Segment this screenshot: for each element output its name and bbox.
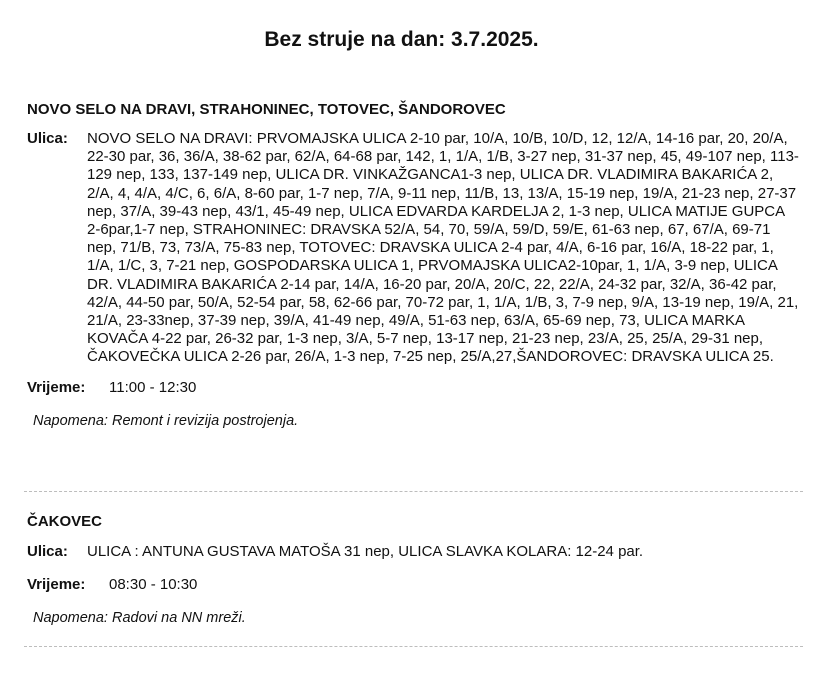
time-label: Vrijeme: [27,576,86,594]
outage-section-cakovec [27,512,803,627]
outage-section-novo-selo [27,100,803,430]
street-list: ULICA : ANTUNA GUSTAVA MATOŠA 31 nep, ULICA SLAVKA KOLARA: 12-24 par. [87,543,644,560]
section-title: ČAKOVEC [27,513,103,530]
time-value: 11:00 - 12:30 [109,378,197,396]
street-label: Ulica: [27,130,68,147]
time-label: Vrijeme: [27,378,86,396]
street-label: Ulica: [27,543,68,560]
section-divider [24,491,803,492]
time-value: 08:30 - 10:30 [109,576,198,594]
street-list: NOVO SELO NA DRAVI: PRVOMAJSKA ULICA 2-10 par, 10/A, 10/B, 10/D, 12, 12/A, 14-16 par, 20, 20/A, 22-30 par, 36, 36/A, 38-62 par, 62/A, 64-68 par, 142, 1, 1/A, 1/B, 3-27 nep, 31-37 nep, 45, 49-107 nep, 113-129 nep, 133, 137-149 nep, ULICA DR. VINKAŽGANCA1-3 nep, ULICA DR. VLADIMIRA BAKARIĆA 2, 2/A, 4, 4/A, 4/C, 6, 6/A, 8-60 par, 1-7 nep, 7/A, 9-11 nep, 11/B, 13, 13/A, 15-19 nep, 19/A, 21-23 nep, 27-37 nep, 37/A, 39-43 nep, 43/1, 45-49 nep, ULICA EDVARDA KARDELJA 2, 1-3 nep, ULICA MATIJE GUPCA 2-6par,1-7 nep, STRAHONINEC: DRAVSKA 52/A, 54, 70, 59/A, 59/D, 59/E, 61-63 nep, 67, 67/A, 69-71 nep, 71/B, 73, 73/A, 75-83 nep, TOTOVEC: DRAVSKA ULICA 2-4 par, 4/A, 6-16 par, 16/A, 18-22 par, 1, 1/A, 1/C, 3, 7-21 nep, GOSPODARSKA ULICA 1, PRVOMAJSKA ULICA2-10par, 1, 1/A, 3-9 nep, ULICA DR. VLADIMIRA BAKARIĆA 2-14 par, 14/A, 16-20 par, 20/A, 20/C, 22, 22/A, 24-32 par, 32/A, 36-42 par, 42/A, 44-50 par, 50/A, 52-54 par, 58, 62-66 par, 70-72 par, 1, 1/A, 1/B, 3, 7-9 nep, 9/A, 13-19 nep, 19/A, 21, 21/A, 23-33nep, 37-39 nep, 39/A, 41-49 nep, 49/A, 51-63 nep, 63/A, 65-69 nep, 73, ULICA MARKA KOVAČA 4-22 par, 26-32 par, 1-3 nep, 3/A, 5-7 nep, 13-17 nep, 21-23 nep, 23/A, 25, 25/A, 29-31 nep, ČAKOVEČKA ULICA 2-26 par, 26/A, 1-3 nep, 7-25 nep, 25/A,27,ŠANDOROVEC: DRAVSKA ULICA 25. [87,130,799,366]
street-row [27,543,803,561]
time-row [27,576,803,594]
note-text: Napomena: Remont i revizija postrojenja. [33,412,299,429]
street-row [27,130,803,367]
note-text: Napomena: Radovi na NN mreži. [33,610,246,627]
time-row [27,379,803,397]
page-title: Bez struje na dan: 3.7.2025. [264,28,539,51]
section-title: NOVO SELO NA DRAVI, STRAHONINEC, TOTOVEC, ŠANDOROVEC [27,101,506,118]
section-divider [24,646,803,647]
